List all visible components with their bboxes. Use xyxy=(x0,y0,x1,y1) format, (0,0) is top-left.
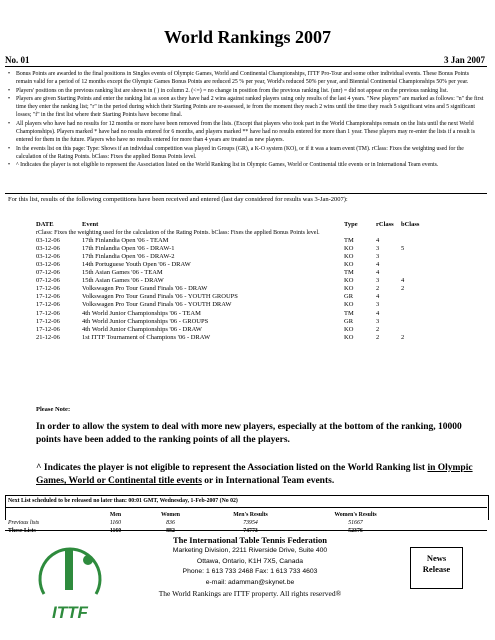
competition-event: 17th Finlandia Open '06 - TEAM xyxy=(82,237,169,245)
note-eligibility-big xyxy=(36,462,476,488)
competition-type: KO xyxy=(344,253,354,261)
competition-date: 17-12-06 xyxy=(36,293,60,301)
ittf-logo-icon xyxy=(30,540,110,632)
competition-type: KO xyxy=(344,301,354,309)
competitions-table xyxy=(36,221,421,342)
competition-bclass: 2 xyxy=(401,285,405,293)
notes-list xyxy=(8,70,486,170)
competition-bclass xyxy=(401,253,421,261)
competition-date: 07-12-06 xyxy=(36,277,60,285)
competition-type: GR xyxy=(344,293,354,301)
intro-text: For this list, results of the following competitions have been received and entered (last day considered for results was 3-Jan-2007): xyxy=(8,196,348,203)
federation-property: The World Rankings are ITTF property. All rights reserved® xyxy=(158,589,342,598)
lists-header-label xyxy=(8,511,88,519)
note-previous-positions: • Players' positions on the previous ranking list are shown in ( ) in column 2. (<=) = no change in position from the previous ranking list. (unr) = did not appear on the previous ranking list. xyxy=(8,87,486,95)
federation-block xyxy=(110,534,390,599)
competition-type: TM xyxy=(344,237,354,245)
note-removed-players: • All players who have had no results for 12 months or more have been removed from the lists. (Except that players who took part in the World Championships remain on the lists until the next World Championships). Players marked * have had no results entered for 6 months, and players marked ** have had no results entered for more than 1 year. These players may re-enter the lists if a result is entered for them in the future. Players who have no results entered for more than 4 years are treated as new players. xyxy=(8,120,486,145)
competition-event: 15th Asian Games '06 - DRAW xyxy=(82,277,164,285)
federation-address1: Marketing Division, 2211 Riverside Drive, Suite 400 xyxy=(172,547,328,554)
competition-rclass: 4 xyxy=(376,269,380,277)
header-event: Event xyxy=(82,221,99,228)
lists-table xyxy=(8,511,408,535)
competition-event: 4th World Junior Championships '06 - TEAM xyxy=(82,309,201,317)
lists-row-women-results: 52376 xyxy=(348,528,363,534)
competition-bclass xyxy=(401,293,421,301)
lists-row-men-results: 74773 xyxy=(243,528,258,534)
competition-bclass xyxy=(401,301,421,309)
lists-header-men: Men xyxy=(109,512,122,518)
competition-rclass: 4 xyxy=(376,293,380,301)
competition-event: 17th Finlandia Open '06 - DRAW-2 xyxy=(82,253,175,261)
note-points-added: In order to allow the system to deal with more new players, especially at the bottom of the ranking, 10000 points have been added to the ranking points of all the players. xyxy=(36,422,462,445)
competition-type: KO xyxy=(344,333,354,341)
competition-type: KO xyxy=(344,285,354,293)
competition-bclass xyxy=(401,326,421,334)
competition-date: 07-12-06 xyxy=(36,269,60,277)
competition-date: 17-12-06 xyxy=(36,309,60,317)
note-eligibility-underlined: in Olympic Games, World or Continental title events xyxy=(36,463,473,486)
competition-date: 03-12-06 xyxy=(36,237,60,245)
competition-row xyxy=(36,301,421,309)
footer-rule xyxy=(5,530,487,531)
header-rclass: rClass xyxy=(376,221,394,228)
competition-row xyxy=(36,326,421,334)
competition-row xyxy=(36,318,421,326)
competition-date: 17-12-06 xyxy=(36,285,60,293)
competition-type: GR xyxy=(344,317,354,325)
competition-bclass: 2 xyxy=(401,333,405,341)
competition-bclass: 5 xyxy=(401,245,405,253)
competition-row xyxy=(36,310,421,318)
competition-event: 4th World Junior Championships '06 - DRAW xyxy=(82,325,202,333)
competition-rclass: 3 xyxy=(376,253,380,261)
competition-date: 03-12-06 xyxy=(36,253,60,261)
competition-bclass xyxy=(401,269,421,277)
note-eligibility-pre: ^ Indicates the player is not eligible to represent the Association listed on the World Ranking list xyxy=(36,463,428,473)
competition-rclass: 3 xyxy=(376,317,380,325)
competition-event: 14th Portuguese Youth Open '06 - DRAW xyxy=(82,261,191,269)
news-release-badge xyxy=(410,547,463,589)
competition-bclass xyxy=(401,310,421,318)
competition-row xyxy=(36,269,421,277)
page-title: World Rankings 2007 xyxy=(163,27,332,47)
competition-row xyxy=(36,277,421,285)
competition-date: 03-12-06 xyxy=(36,261,60,269)
header-bclass: bClass xyxy=(401,221,420,228)
competition-bclass xyxy=(401,237,421,245)
competition-type: TM xyxy=(344,269,354,277)
competition-rclass: 4 xyxy=(376,309,380,317)
header-date: DATE xyxy=(36,221,54,228)
competition-type: KO xyxy=(344,325,354,333)
note-bonus-points: • Bonus Points are awarded to the final positions in Singles events of Olympic Games, World and Continental Championships, ITTF Pro-Tour and some other individual events. These Bonus Points remain valid for a period of 12 months except the Olympic Games Bonus Points are reduced 25 % per year, World's reduced 50% per year, and Biennial Continental Championships 50% per year. xyxy=(8,70,486,87)
lists-row-previous xyxy=(8,519,408,527)
competition-bclass xyxy=(401,318,421,326)
competition-rclass: 4 xyxy=(376,261,380,269)
competition-rclass: 2 xyxy=(376,333,380,341)
competition-rclass: 3 xyxy=(376,301,380,309)
competition-date: 17-12-06 xyxy=(36,317,60,325)
competition-event: 1st ITTF Tournament of Champions '06 - DRAW xyxy=(82,333,211,341)
competitions-body xyxy=(36,237,421,342)
competition-rclass: 2 xyxy=(376,285,380,293)
competition-date: 17-12-06 xyxy=(36,301,60,309)
competition-date: 17-12-06 xyxy=(36,325,60,333)
competition-type: KO xyxy=(344,277,354,285)
competition-rclass: 3 xyxy=(376,245,380,253)
top-rule xyxy=(5,66,487,67)
lists-row-men-results: 73954 xyxy=(243,520,258,526)
competition-row xyxy=(36,245,421,253)
lists-row-women: 882 xyxy=(166,528,175,534)
please-note-label: Please Note: xyxy=(36,406,71,413)
competition-rclass: 3 xyxy=(376,277,380,285)
competition-event: Volkswagen Pro Tour Grand Finals '06 - YOUTH DRAW xyxy=(82,301,232,309)
competition-event: Volkswagen Pro Tour Grand Finals '06 - DRAW xyxy=(82,285,208,293)
logo-text: ITTF xyxy=(52,603,88,622)
lists-row-men: 1160 xyxy=(109,520,122,526)
table-subheader: rClass: Fixes the weighting used for the calculation of the Rating Points. bClass: Fixes the applied Bonus Points level. xyxy=(36,230,320,237)
lists-header-women: Women xyxy=(160,512,180,518)
competition-event: Volkswagen Pro Tour Grand Finals '06 - YOUTH GROUPS xyxy=(82,293,238,301)
competition-row xyxy=(36,293,421,301)
next-list-rule xyxy=(5,507,487,508)
lists-row-label: These Lists xyxy=(8,528,36,534)
news-label: News xyxy=(426,553,447,563)
lists-header-row xyxy=(8,511,408,519)
competition-date: 03-12-06 xyxy=(36,245,60,253)
competition-row xyxy=(36,285,421,293)
competition-row xyxy=(36,261,421,269)
lists-row-label: Previous lists xyxy=(8,520,40,526)
lists-row-women: 836 xyxy=(166,520,175,526)
competition-date: 21-12-06 xyxy=(36,333,60,341)
note-eligibility-post: or in International Team events. xyxy=(201,476,335,486)
note-events-type: • In the events list on this page: Type: Shows if an individual competition was played in Groups (GR), a K-O system (KO), or if it was a team event (TM). rClass: Fixes the weighting used for the calculation of the Rating Points. bClass: Fixes the applied Bonus Points level. xyxy=(8,145,486,162)
competition-event: 15th Asian Games '06 - TEAM xyxy=(82,269,163,277)
competition-row xyxy=(36,334,421,342)
competition-type: KO xyxy=(344,245,354,253)
competition-bclass xyxy=(401,261,421,269)
release-label: Release xyxy=(422,564,451,574)
list-date: 3 Jan 2007 xyxy=(443,55,485,65)
federation-address2: Ottawa, Ontario, K1H 7X5, Canada xyxy=(196,557,304,565)
list-number: No. 01 xyxy=(5,55,30,65)
lists-row-men: 1160 xyxy=(109,528,122,534)
note-starting-points: • Players are given Starting Points and enter the ranking list as soon as they have had 2 wins against ranked players using only results of the last 4 years. "New players" are marked as follows: "n" the first time they enter the ranking list; "r" in the period during which their Starting Points are re-assessed, ie from the moment they reach 2 wins until the time they reach 5 significant wins and 5 significant losses; "f" in the first list where their Starting Points have become final. xyxy=(8,95,486,120)
competition-bclass: 4 xyxy=(401,277,405,285)
table-header-row xyxy=(36,221,421,229)
notes-rule xyxy=(5,193,487,194)
table-subheader-row xyxy=(36,229,421,237)
competition-rclass: 2 xyxy=(376,325,380,333)
competition-type: KO xyxy=(344,261,354,269)
next-list-text: Next List scheduled to be released no later than: 00:01 GMT, Wednesday, 1-Feb-2007 (No 02) xyxy=(8,498,238,504)
federation-phone: Phone: 1 613 733 2468 Fax: 1 613 733 4603 xyxy=(182,568,318,575)
lists-header-men-results: Men's Results xyxy=(233,512,268,518)
lists-row-women-results: 51667 xyxy=(348,520,363,526)
competition-event: 4th World Junior Championships '06 - GROUPS xyxy=(82,317,209,325)
competition-rclass: 4 xyxy=(376,237,380,245)
competition-type: TM xyxy=(344,309,354,317)
competition-row xyxy=(36,253,421,261)
note-eligibility: • ^ Indicates the player is not eligible to represent the Association listed on the World Ranking list in Olympic Games, World or Continental title events or in International Team events. xyxy=(8,161,486,169)
header-type: Type xyxy=(344,221,358,228)
lists-header-women-results: Women's Results xyxy=(334,512,377,518)
federation-name: The International Table Tennis Federation xyxy=(173,535,327,545)
competition-row xyxy=(36,237,421,245)
competition-event: 17th Finlandia Open '06 - DRAW-1 xyxy=(82,245,175,253)
federation-email[interactable]: e-mail: adamman@skynet.be xyxy=(205,578,295,586)
